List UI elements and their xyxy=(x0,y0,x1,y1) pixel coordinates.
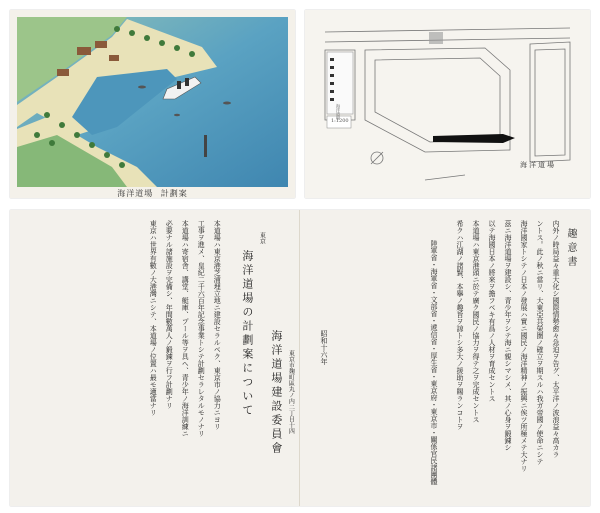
plan-heading: 海洋道場の計劃案について xyxy=(240,250,254,418)
committee-address: 東京市麹町區丸ノ内二丁目十四 xyxy=(287,350,295,434)
committee-name: 海洋道場建設委員會 xyxy=(269,330,283,456)
harbor-illustration xyxy=(17,17,288,187)
prospectus-line-2: ントス。此ノ秋ニ當リ、大東亞共榮圏ノ確立ヲ期スルハ我ガ帝國ノ使命ニシテ xyxy=(536,220,544,465)
fold-line xyxy=(299,210,300,506)
prospectus-line-3: 海洋國家トシテノ日本ノ發展ハ實ニ國民ノ海洋精神ノ振興ニ俟ツ所極メテ大ナリ xyxy=(520,220,528,472)
leaflet xyxy=(10,210,590,506)
plan-heading-prefix: 東京 xyxy=(258,232,266,244)
prospectus-line-1: 内外ノ時局益々重大化シ國際情勢愈々急迫ヲ告グ、太平洋ノ波浪益々高カラ xyxy=(552,220,560,458)
map-title: 海洋道場 xyxy=(520,161,556,169)
caption-title: 海洋道場 xyxy=(117,189,154,198)
supporting-agencies: 陸軍省・海軍省・文部省・遞信省・厚生省・東京府・東京市・關係官民諸團體 xyxy=(430,240,438,485)
postcard-site-plan xyxy=(305,10,590,198)
legend-title: 海洋道場 xyxy=(336,104,341,120)
postcard-illustration xyxy=(10,10,295,198)
caption-subtitle: 計劃案 xyxy=(160,189,188,198)
plan-line-5: 東京ハ世界有數ノ大港灣ニシテ、本道場ノ位置ハ最モ適當ナリ xyxy=(149,220,158,416)
plan-line-3: 本道場ハ寄宿舎、講堂、艇庫、プール等ヲ具ヘ、青少年ノ海洋訓練ニ xyxy=(181,220,190,437)
plan-line-4: 必要ナル諸施設ヲ完備シ、年間數萬人ノ鍛錬ヲ行フ計劃ナリ xyxy=(165,220,174,409)
postcard-caption xyxy=(10,188,295,199)
prospectus-line-6: 本道場ハ東京港頭ニ於テ廣ク國民ノ協力ヲ得テ之ヲ完成セントス xyxy=(472,220,480,423)
plan-line-2: 工事ヲ進メ、皇紀二千六百年記念事業トシテ計劃セラレタルモノナリ xyxy=(197,220,206,437)
harbor-painting xyxy=(17,17,288,187)
prospectus-line-5: 以テ海國日本ノ將來ヲ擔フベキ有爲ノ人材ヲ育成セントス xyxy=(488,220,496,402)
prospectus-line-4: 茲ニ海洋道場ヲ建設シ、青少年ヲシテ海ニ親シマシメ、其ノ心身ヲ鍛錬シ xyxy=(504,220,512,451)
prospectus-date: 昭和十六年 xyxy=(320,330,328,365)
plan-line-1: 本道場ハ東京港芝浦埋立地ニ建設セラルベク、東京市ノ協力ニヨリ xyxy=(213,220,222,430)
scale-label: 1:1200 xyxy=(331,118,349,124)
prospectus-line-7: 希クハ江湖ノ諸賢、本擧ノ趣旨ヲ諒トシ多大ノ援助ヲ賜ランコトヲ xyxy=(456,220,464,430)
prospectus-heading: 趣意書 xyxy=(565,228,576,270)
